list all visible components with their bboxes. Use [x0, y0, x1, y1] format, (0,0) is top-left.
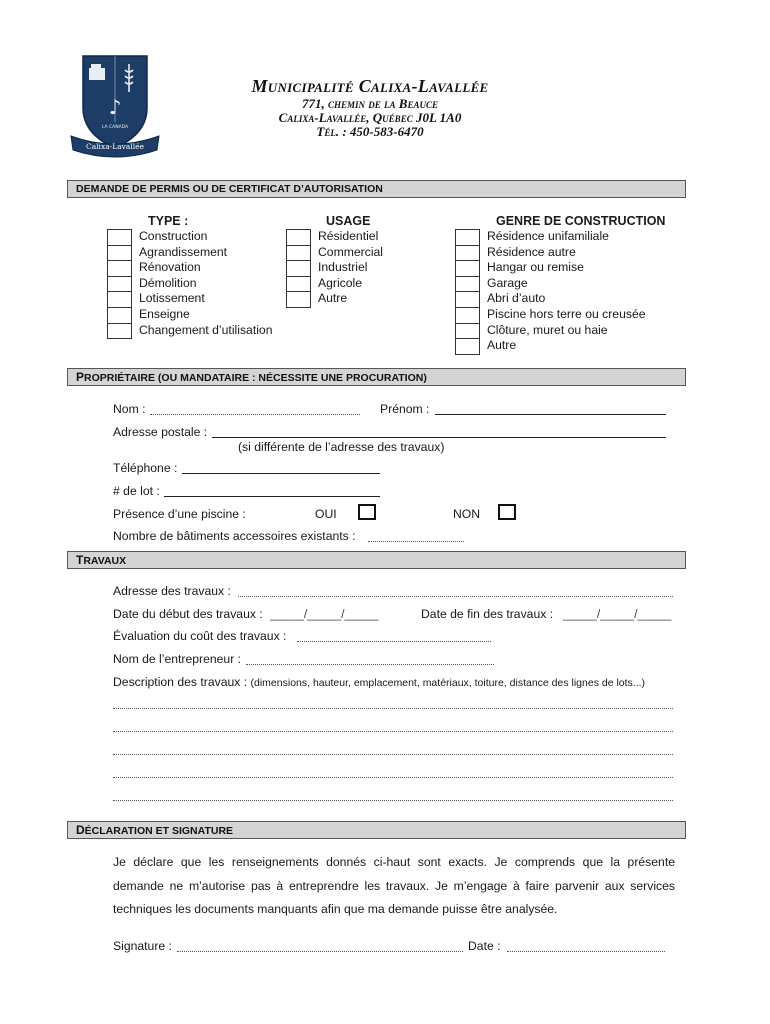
section-declaration-title-cap: D	[76, 823, 85, 837]
description-line[interactable]	[113, 754, 673, 755]
section-permit-request-header	[67, 180, 686, 198]
svg-text:♪: ♪	[108, 95, 122, 119]
prenom-label: Prénom :	[380, 402, 430, 416]
description-label	[113, 675, 645, 689]
genre-checkbox[interactable]	[455, 229, 480, 245]
adresse-travaux-label: Adresse des travaux :	[113, 584, 231, 598]
section-declaration-header	[67, 821, 686, 839]
adresse-postale-label: Adresse postale :	[113, 425, 208, 439]
nom-label: Nom :	[113, 402, 146, 416]
evaluation-label: Évaluation du coût des travaux :	[113, 629, 287, 643]
genre-checkbox[interactable]	[455, 245, 480, 261]
description-note: (dimensions, hauteur, emplacement, matériaux, toiture, distance des lignes de lots...)	[250, 677, 646, 689]
adresse-travaux-field[interactable]	[238, 596, 673, 597]
type-checkbox[interactable]	[107, 323, 132, 340]
signature-field[interactable]	[177, 951, 463, 952]
municipality-address: 771, chemin de la Beauce	[302, 96, 438, 111]
type-option-label: Construction	[139, 229, 208, 243]
piscine-non-checkbox[interactable]	[498, 504, 516, 520]
adresse-postale-field[interactable]	[212, 437, 666, 438]
genre-checkbox[interactable]	[455, 260, 480, 276]
type-option-label: Enseigne	[139, 306, 190, 321]
batiments-label: Nombre de bâtiments accessoires existants :	[113, 529, 356, 543]
telephone-field[interactable]	[182, 473, 380, 474]
genre-checkbox[interactable]	[455, 276, 480, 292]
description-line[interactable]	[113, 731, 673, 732]
type-option-label: Lotissement	[139, 291, 205, 306]
lot-label: # de lot :	[113, 484, 160, 498]
evaluation-field[interactable]	[297, 641, 491, 642]
type-checkbox[interactable]	[107, 276, 132, 292]
section-owner-header	[67, 368, 686, 386]
entrepreneur-field[interactable]	[246, 664, 494, 665]
type-checkbox[interactable]	[107, 291, 132, 307]
type-option-label: Rénovation	[139, 260, 201, 275]
genre-checkbox[interactable]	[455, 307, 480, 323]
section-travaux-title-cap: T	[76, 553, 84, 567]
genre-option-label: Hangar ou remise	[487, 260, 584, 275]
usage-option-label: Autre	[318, 291, 348, 306]
description-line[interactable]	[113, 708, 673, 709]
adresse-postale-note: (si différente de l’adresse des travaux)	[238, 440, 445, 454]
municipality-title: Municipalité Calixa-Lavallée	[251, 76, 489, 96]
prenom-field[interactable]	[435, 414, 666, 415]
type-option-label: Démolition	[139, 275, 197, 290]
genre-option-label: Garage	[487, 275, 528, 290]
piscine-oui-label: OUI	[315, 507, 337, 521]
usage-option-label: Commercial	[318, 244, 384, 259]
section-travaux-title: RAVAUX	[83, 555, 127, 567]
genre-heading: GENRE DE CONSTRUCTION	[496, 214, 666, 228]
lot-field[interactable]	[164, 496, 380, 497]
telephone-label: Téléphone :	[113, 461, 178, 475]
genre-checkbox[interactable]	[455, 291, 480, 307]
date-debut-label: Date du début des travaux :	[113, 607, 263, 621]
piscine-non-label: NON	[453, 507, 481, 521]
type-option-label: Agrandissement	[139, 244, 228, 259]
type-checkbox[interactable]	[107, 260, 132, 276]
type-heading: TYPE :	[148, 214, 189, 228]
genre-option-label: Piscine hors terre ou creusée	[487, 306, 646, 321]
usage-checkbox[interactable]	[286, 245, 311, 261]
section-permit-request-title: DEMANDE DE PERMIS OU DE CERTIFICAT D’AUTORISATION	[76, 183, 383, 195]
date-fin-field[interactable]: _____/_____/_____	[563, 607, 672, 621]
date-fin-label: Date de fin des travaux :	[421, 607, 554, 621]
section-owner-title: ROPRIÉTAIRE (OU MANDATAIRE : NÉCESSITE UNE PROCURATION)	[84, 372, 427, 384]
date-label: Date :	[468, 939, 501, 953]
genre-checkbox[interactable]	[455, 338, 480, 355]
type-checkbox[interactable]	[107, 229, 132, 245]
description-line[interactable]	[113, 800, 673, 801]
entrepreneur-label: Nom de l’entrepreneur :	[113, 652, 242, 666]
crest-banner-text: Calixa-Lavallée	[85, 142, 145, 151]
usage-checkbox[interactable]	[286, 260, 311, 276]
section-owner-title-cap: P	[76, 370, 85, 384]
type-checkbox[interactable]	[107, 245, 132, 261]
genre-option-label: Abri d’auto	[487, 291, 546, 306]
municipality-city: Calixa-Lavallée, Québec J0L 1A0	[278, 110, 462, 125]
batiments-field[interactable]	[368, 541, 464, 542]
nom-field[interactable]	[150, 414, 360, 415]
crest-sub-text: LA CANADA	[101, 125, 129, 130]
usage-option-label: Industriel	[318, 260, 368, 275]
section-travaux-header	[67, 551, 686, 569]
genre-checkbox[interactable]	[455, 323, 480, 339]
usage-option-label: Agricole	[318, 275, 363, 290]
type-option-label: Changement d’utilisation	[139, 322, 273, 337]
municipal-crest-logo	[69, 52, 161, 162]
usage-checkbox[interactable]	[286, 291, 311, 308]
declaration-paragraph: Je déclare que les renseignements donnés ci-haut sont exacts. Je comprends que la présente demande ne m’autorise pas à entreprendre les travaux. Je m’engage à faire parvenir aux services techniques les documents manquants afin que ma demande puisse être analysée.	[113, 855, 675, 916]
section-declaration-title: ÉCLARATION ET SIGNATURE	[84, 825, 234, 837]
usage-heading: USAGE	[326, 214, 371, 228]
genre-option-label: Clôture, muret ou haie	[487, 322, 608, 337]
genre-option-label: Autre	[487, 338, 517, 353]
date-debut-field[interactable]: _____/_____/_____	[270, 607, 379, 621]
usage-option-label: Résidentiel	[318, 229, 379, 243]
genre-option-label: Résidence autre	[487, 244, 576, 259]
piscine-oui-checkbox[interactable]	[358, 504, 376, 520]
signature-label: Signature :	[113, 939, 172, 953]
genre-option-label: Résidence unifamiliale	[487, 229, 609, 243]
date-field[interactable]	[507, 951, 665, 952]
description-label-text: Description des travaux :	[113, 675, 248, 689]
piscine-label: Présence d’une piscine :	[113, 507, 246, 521]
usage-checkbox[interactable]	[286, 229, 311, 245]
type-checkbox[interactable]	[107, 307, 132, 323]
usage-checkbox[interactable]	[286, 276, 311, 292]
description-line[interactable]	[113, 777, 673, 778]
municipality-phone: Tél. : 450-583-6470	[316, 124, 424, 139]
